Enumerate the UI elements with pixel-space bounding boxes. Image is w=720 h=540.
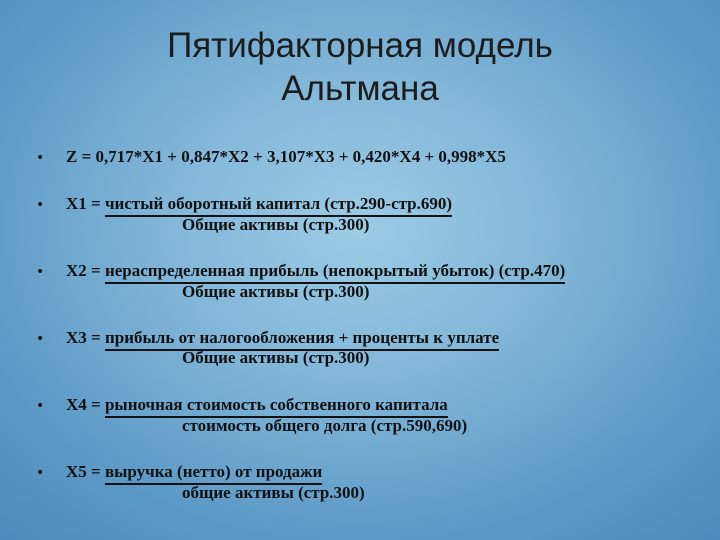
bullet-icon: •	[36, 398, 45, 414]
variable-label: X4 =	[66, 395, 105, 414]
fraction-numerator: выручка (нетто) от продажи	[105, 462, 322, 485]
bullet-icon: •	[36, 197, 45, 213]
variable-label: X5 =	[66, 462, 105, 481]
bullet-icon: •	[36, 331, 45, 347]
x1-definition	[66, 194, 452, 217]
slide-title	[0, 24, 720, 110]
bullet-icon: •	[36, 264, 45, 280]
variable-label: X1 =	[66, 194, 105, 213]
variable-label: X2 =	[66, 261, 105, 280]
slide-title-line-2: Альтмана	[281, 69, 439, 108]
x4-definition	[66, 395, 448, 418]
fraction-denominator: Общие активы (стр.300)	[182, 215, 370, 234]
z-score-formula	[66, 147, 506, 167]
x2-definition	[66, 261, 565, 284]
variable-label: X3 =	[66, 328, 105, 347]
fraction-numerator: чистый оборотный капитал (стр.290-стр.690)	[105, 194, 452, 217]
fraction-numerator: рыночная стоимость собственного капитала	[105, 395, 448, 418]
bullet-icon: •	[36, 150, 45, 166]
formula-text: Z = 0,717*X1 + 0,847*X2 + 3,107*X3 + 0,420*X4 + 0,998*X5	[66, 147, 506, 166]
slide-title-line-1: Пятифакторная модель	[167, 26, 553, 65]
fraction-numerator: прибыль от налогообложения + проценты к уплате	[105, 328, 499, 351]
fraction-denominator: Общие активы (стр.300)	[182, 348, 370, 367]
fraction-numerator: нераспределенная прибыль (непокрытый убыток) (стр.470)	[105, 261, 565, 284]
x5-definition	[66, 462, 322, 485]
fraction-denominator: стоимость общего долга (стр.590,690)	[182, 416, 468, 435]
fraction-denominator: общие активы (стр.300)	[182, 483, 365, 502]
fraction-denominator: Общие активы (стр.300)	[182, 282, 370, 301]
bullet-icon: •	[36, 465, 45, 481]
